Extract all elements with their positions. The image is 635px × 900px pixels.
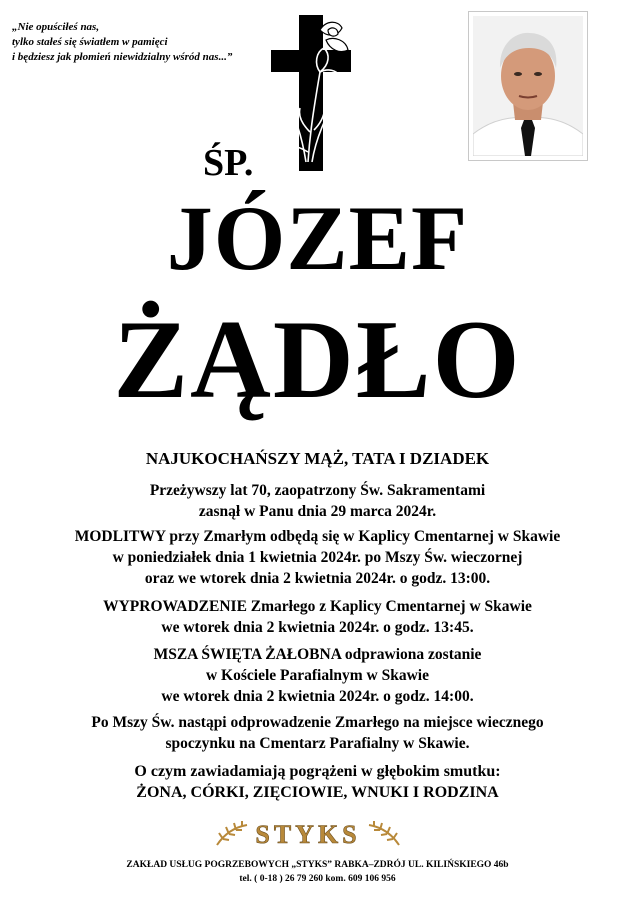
text-line: Przeżywszy lat 70, zaopatrzony Św. Sakramentami	[149, 482, 486, 499]
text-line: O czym zawiadamiają pogrążeni w głębokim smutku:	[134, 763, 501, 780]
text-line: spoczynku na Cmentarz Parafialny w Skawie.	[165, 735, 470, 752]
text-line: we wtorek dnia 2 kwietnia 2024r. o godz. 14:00.	[161, 688, 474, 705]
funeral-mass-block	[0, 644, 635, 707]
text-line: Po Mszy Św. nastąpi odprowadzenie Zmarłego na miejsce wiecznego	[91, 714, 544, 731]
death-info-block	[0, 480, 635, 522]
footer-phone: tel. ( 0-18 ) 26 79 260 kom. 609 106 956	[239, 874, 396, 884]
footer-company: ZAKŁAD USŁUG POGRZEBOWYCH „STYKS” RABKA–ZDRÓJ UL. KILIŃSKIEGO 46b	[126, 860, 509, 870]
text-line: w Kościele Parafialnym w Skawie	[205, 667, 429, 684]
quote-line-1: „Nie opuściłeś nas,	[12, 21, 100, 33]
departure-block	[0, 596, 635, 638]
burial-block	[0, 712, 635, 754]
text-line: we wtorek dnia 2 kwietnia 2024r. o godz. 13:45.	[161, 619, 474, 636]
family-notice-block	[0, 761, 635, 803]
prayers-block	[0, 526, 635, 589]
styks-logo	[213, 815, 403, 853]
last-name: ŻĄDŁO	[113, 298, 522, 422]
text-line: MODLITWY przy Zmarłym odbędą się w Kaplicy Cmentarnej w Skawie	[74, 528, 561, 545]
quote-line-3: i będziesz jak płomień niewidzialny wśród nas...”	[12, 51, 233, 63]
relation-subtitle: NAJUKOCHAŃSZY MĄŻ, TATA I DZIADEK	[145, 449, 490, 468]
quote-line-2: tylko stałeś się światłem w pamięci	[12, 36, 168, 48]
text-line: zasnął w Panu dnia 29 marca 2024r.	[198, 503, 437, 520]
family-names: ŻONA, CÓRKI, ZIĘCIOWIE, WNUKI I RODZINA	[136, 784, 499, 801]
first-name: JÓZEF	[166, 187, 469, 289]
name-prefix: ŚP.	[203, 142, 254, 184]
text-line: oraz we wtorek dnia 2 kwietnia 2024r. o godz. 13:00.	[144, 570, 491, 587]
logo-text: STYKS	[255, 820, 361, 849]
text-line: MSZA ŚWIĘTA ŻAŁOBNA odprawiona zostanie	[153, 646, 482, 663]
text-line: w poniedziałek dnia 1 kwietnia 2024r. po Mszy Św. wieczornej	[112, 549, 523, 566]
text-line: WYPROWADZENIE Zmarłego z Kaplicy Cmentarnej w Skawie	[103, 598, 532, 615]
cross-with-lilies-icon	[268, 12, 354, 174]
memorial-quote	[12, 20, 272, 65]
portrait-photo	[468, 11, 588, 161]
